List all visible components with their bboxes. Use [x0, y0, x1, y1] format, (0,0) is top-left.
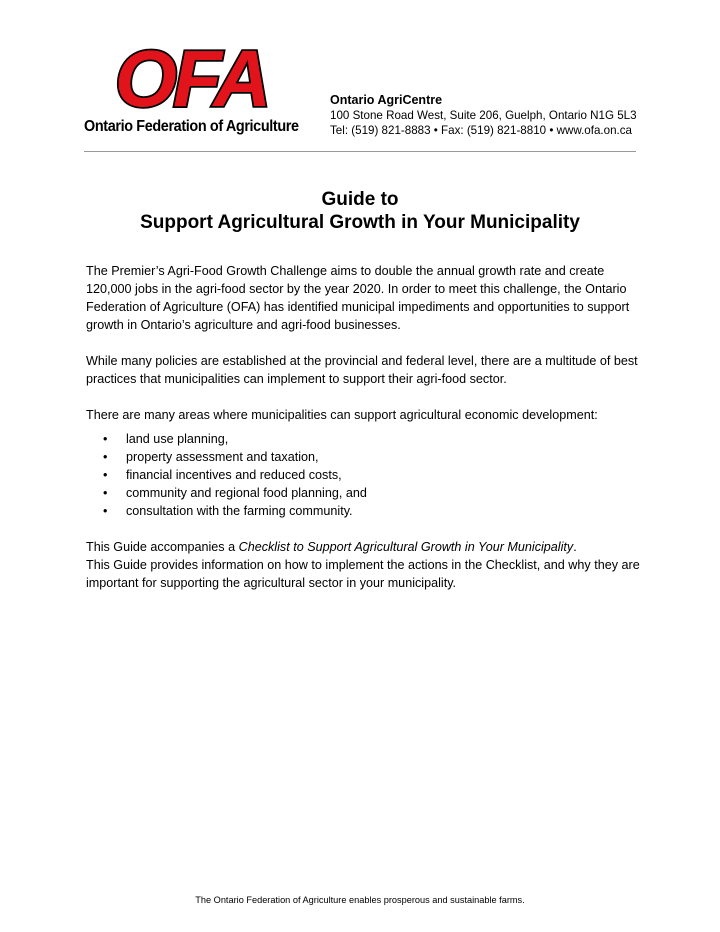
paragraph-policies: While many policies are established at the provincial and federal level, there are a multitude of best practices that municipalities can implement to support their agri-food sector.: [86, 354, 638, 386]
checklist-title: Checklist to Support Agricultural Growth in Your Municipality: [238, 540, 574, 554]
title-line-1: Guide to: [321, 189, 399, 210]
checklist-prefix: This Guide accompanies a: [86, 540, 239, 554]
title-line-2: Support Agricultural Growth in Your Municipality: [140, 212, 580, 233]
ofa-logo-letters: OFA: [114, 40, 268, 118]
list-item: • financial incentives and reduced costs,: [86, 466, 646, 484]
checklist-suffix: .: [573, 540, 577, 554]
paragraph-intro: The Premier’s Agri-Food Growth Challenge aims to double the annual growth rate and create 120,000 jobs in the agri-food sector by the year 2020. In order to meet this challenge, the Ontario Federation of Agriculture (OFA) has identified municipal impediments and opportunities to support growth in Ontario’s agriculture and agri-food businesses.: [86, 264, 630, 332]
paragraph-guide-info: This Guide provides information on how to implement the actions in the Checklist, and why they are important for supporting the agricultural sector in your municipality.: [86, 558, 640, 590]
list-item: • property assessment and taxation,: [86, 448, 646, 466]
paragraph-areas: There are many areas where municipalities can support agricultural economic development:: [86, 408, 598, 422]
contact-line: Tel: (519) 821-8883 • Fax: (519) 821-8810 • www.ofa.on.ca: [330, 124, 632, 137]
list-item: • community and regional food planning, and: [86, 484, 646, 502]
areas-list: [86, 430, 646, 520]
document-title: [0, 188, 720, 234]
address-block: [330, 92, 637, 138]
ofa-logo-name: Ontario Federation of Agriculture: [84, 118, 299, 135]
ofa-logo-mark: [84, 40, 298, 118]
list-item: • consultation with the farming community.: [86, 502, 646, 520]
header-divider: [84, 151, 636, 152]
document-body: [86, 262, 646, 610]
ofa-logo: [84, 40, 298, 138]
page-footer: The Ontario Federation of Agriculture enables prosperous and sustainable farms.: [195, 895, 525, 905]
paragraph-checklist: [86, 538, 646, 556]
list-item: • land use planning,: [86, 430, 646, 448]
address-line: 100 Stone Road West, Suite 206, Guelph, Ontario N1G 5L3: [330, 109, 637, 122]
org-name: Ontario AgriCentre: [330, 93, 443, 107]
